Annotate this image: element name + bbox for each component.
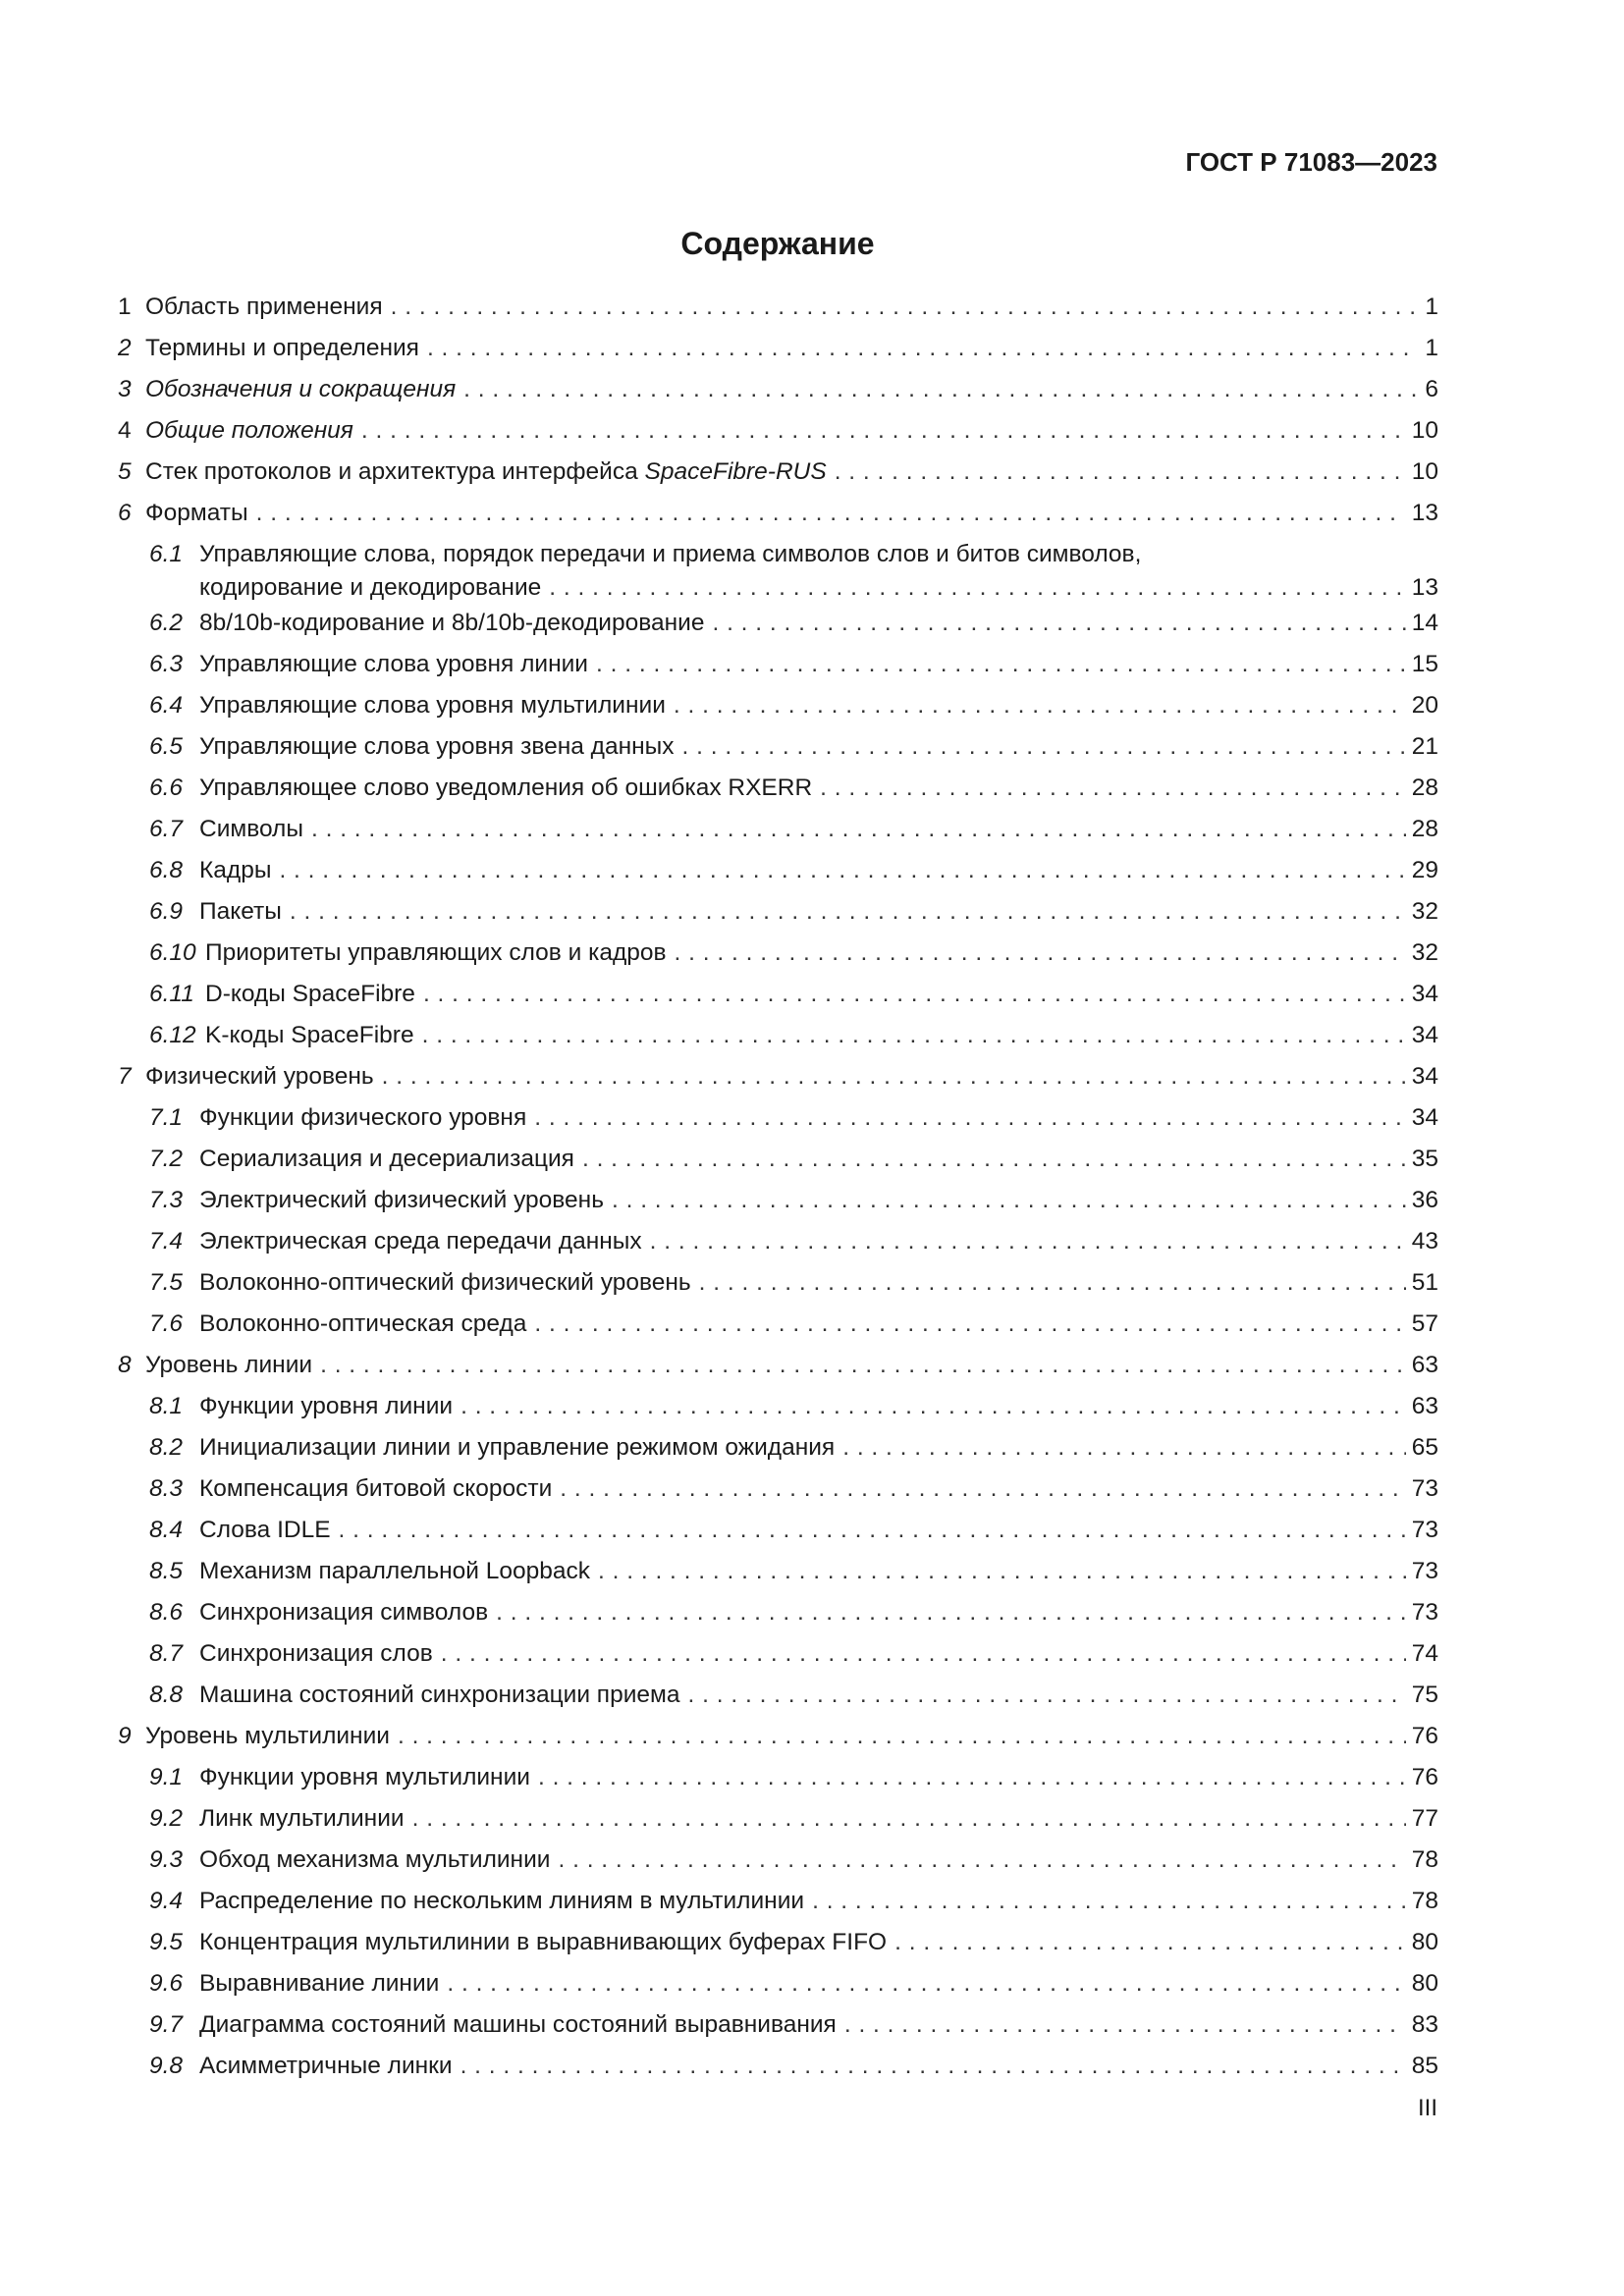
toc-entry-page: 29 — [1411, 857, 1438, 883]
toc-entry — [118, 1633, 1438, 1675]
toc-leader-dots — [423, 974, 1406, 1015]
toc-leader-dots — [534, 1304, 1405, 1345]
toc-entry — [118, 933, 1438, 974]
toc-entry-page: 10 — [1411, 417, 1438, 444]
toc-entry-label: Электрическая среда передачи данных — [199, 1228, 642, 1255]
toc-leader-dots — [441, 1633, 1406, 1675]
toc-entry — [118, 493, 1438, 534]
toc-entry-page: 73 — [1411, 1599, 1438, 1626]
toc-entry — [118, 1551, 1438, 1592]
toc-leader-dots — [496, 1592, 1406, 1633]
toc-entry-number: 6 — [118, 500, 132, 526]
toc-entry-number: 6.8 — [149, 857, 184, 883]
toc-entry-page: 75 — [1411, 1682, 1438, 1708]
toc-entry-page: 74 — [1411, 1640, 1438, 1667]
toc-entry-label: Асимметричные линки — [199, 2053, 453, 2079]
toc-entry-number: 2 — [118, 335, 132, 361]
toc-leader-dots — [820, 768, 1406, 809]
toc-leader-dots — [650, 1221, 1406, 1262]
toc-entry-label: Приоритеты управляющих слов и кадров — [205, 939, 667, 966]
toc-entry-number: 6.1 — [149, 541, 184, 567]
toc-entry-number: 7.2 — [149, 1146, 184, 1172]
toc-leader-dots — [598, 1551, 1406, 1592]
toc-entry-number: 6.7 — [149, 816, 184, 842]
toc-entry-number: 8.2 — [149, 1434, 184, 1461]
toc-leader-dots — [558, 1840, 1405, 1881]
toc-entry — [118, 1386, 1438, 1427]
toc-entry-label: Волоконно-оптический физический уровень — [199, 1269, 691, 1296]
toc-entry-label: D-коды SpaceFibre — [205, 981, 415, 1007]
page-number: III — [1417, 2095, 1437, 2121]
toc-entry-page: 83 — [1411, 2011, 1438, 2038]
toc-leader-dots — [422, 1015, 1406, 1056]
toc-entry-label: Механизм параллельной Loopback — [199, 1558, 590, 1584]
toc-entry-label: Диаграмма состояний машины состояний выравнивания — [199, 2011, 837, 2038]
toc-entry-page: 80 — [1411, 1970, 1438, 1997]
toc-entry-number: 9.3 — [149, 1846, 184, 1873]
toc-entry-label: Линк мультилинии — [199, 1805, 405, 1832]
toc-leader-dots — [596, 644, 1406, 685]
document-code: ГОСТ Р 71083—2023 — [1185, 147, 1437, 177]
toc-entry-page: 51 — [1411, 1269, 1438, 1296]
toc-leader-dots — [612, 1180, 1406, 1221]
toc-entry-label: Физический уровень — [145, 1063, 374, 1090]
toc-entry — [118, 891, 1438, 933]
toc-entry-page: 28 — [1411, 816, 1438, 842]
toc-entry-page: 13 — [1411, 574, 1438, 601]
toc-leader-dots — [560, 1468, 1405, 1510]
toc-leader-dots — [675, 933, 1406, 974]
toc-entry-label: Компенсация битовой скорости — [199, 1475, 553, 1502]
toc-entry-number: 7.3 — [149, 1187, 184, 1213]
toc-entry-label: Синхронизация слов — [199, 1640, 433, 1667]
toc-entry-page: 43 — [1411, 1228, 1438, 1255]
toc-entry-page: 57 — [1411, 1310, 1438, 1337]
toc-leader-dots — [460, 2046, 1406, 2087]
toc-entry-number: 7.5 — [149, 1269, 184, 1296]
toc-entry-number: 7.6 — [149, 1310, 184, 1337]
toc-entry-label: Электрический физический уровень — [199, 1187, 604, 1213]
toc-entry-page: 34 — [1411, 981, 1438, 1007]
toc-entry-number: 6.6 — [149, 774, 184, 801]
toc-entry-page: 14 — [1411, 610, 1438, 636]
toc-entry-page: 77 — [1411, 1805, 1438, 1832]
toc-leader-dots — [311, 809, 1406, 850]
toc-leader-dots — [339, 1510, 1406, 1551]
toc-entry-number: 8.3 — [149, 1475, 184, 1502]
toc-entry-page: 6 — [1425, 376, 1438, 402]
toc-entry-number: 1 — [118, 294, 132, 320]
toc-entry — [118, 1427, 1438, 1468]
toc-entry-number: 9.5 — [149, 1929, 184, 1955]
toc-entry — [118, 1139, 1438, 1180]
toc-entry-page: 63 — [1411, 1393, 1438, 1419]
toc-entry-label: Сериализация и десериализация — [199, 1146, 574, 1172]
toc-entry — [118, 1840, 1438, 1881]
toc-entry-label: Функции физического уровня — [199, 1104, 527, 1131]
toc-entry-label: Общие положения — [145, 417, 353, 444]
toc-leader-dots — [398, 1716, 1406, 1757]
toc-entry-page: 28 — [1411, 774, 1438, 801]
toc-entry — [118, 1798, 1438, 1840]
toc-entry-label: Функции уровня линии — [199, 1393, 454, 1419]
toc-entry — [118, 1097, 1438, 1139]
toc-entry — [118, 1221, 1438, 1262]
toc-entry — [118, 809, 1438, 850]
toc-entry-page: 34 — [1411, 1022, 1438, 1048]
toc-entry-number: 9.6 — [149, 1970, 184, 1997]
toc-entry-page: 1 — [1425, 335, 1438, 361]
toc-entry-number: 9.1 — [149, 1764, 184, 1790]
toc-entry-label: Термины и определения — [145, 335, 419, 361]
toc-entry-page: 73 — [1411, 1517, 1438, 1543]
toc-entry — [118, 1304, 1438, 1345]
toc-leader-dots — [391, 287, 1420, 328]
toc-leader-dots — [894, 1922, 1406, 1963]
toc-entry-label: Стек протоколов и архитектура интерфейса — [145, 458, 638, 485]
toc-entry-label: Волоконно-оптическая среда — [199, 1310, 527, 1337]
toc-entry-label: Управляющее слово уведомления об ошибках RXERR — [199, 774, 813, 801]
page-title: Содержание — [680, 226, 875, 261]
toc-entry — [118, 452, 1438, 493]
toc-entry — [118, 974, 1438, 1015]
toc-entry-label: Уровень мультилинии — [145, 1723, 390, 1749]
toc-entry-number: 9.4 — [149, 1888, 184, 1914]
toc-entry-label: Управляющие слова уровня мультилинии — [199, 692, 666, 719]
toc-entry-label: Символы — [199, 816, 303, 842]
toc-entry-number: 6.2 — [149, 610, 184, 636]
toc-entry-label: Пакеты — [199, 898, 282, 925]
toc-entry-label: K-коды SpaceFibre — [205, 1022, 414, 1048]
toc-entry-label: 8b/10b-кодирование и 8b/10b-декодирование — [199, 610, 705, 636]
toc-entry-page: 1 — [1425, 294, 1438, 320]
toc-entry — [118, 1180, 1438, 1221]
toc-leader-dots — [835, 452, 1406, 493]
toc-entry-page: 34 — [1411, 1063, 1438, 1090]
toc-entry-label: Уровень линии — [145, 1352, 313, 1378]
toc-entry — [118, 369, 1438, 410]
toc-leader-dots — [812, 1881, 1406, 1922]
toc-entry-page: 13 — [1411, 500, 1438, 526]
toc-entry-label: Слова IDLE — [199, 1517, 331, 1543]
toc-leader-dots — [463, 369, 1419, 410]
toc-entry-number: 5 — [118, 458, 132, 485]
toc-leader-dots — [688, 1675, 1406, 1716]
toc-entry-page: 73 — [1411, 1558, 1438, 1584]
toc-entry — [118, 768, 1438, 809]
toc-entry — [118, 1592, 1438, 1633]
toc-entry-page: 63 — [1411, 1352, 1438, 1378]
toc-leader-dots — [447, 1963, 1405, 2004]
toc-entry-page: 80 — [1411, 1929, 1438, 1955]
toc-entry-label-italic-part: SpaceFibre-RUS — [637, 458, 827, 485]
toc-entry-number: 6.12 — [149, 1022, 196, 1048]
toc-entry — [118, 1468, 1438, 1510]
toc-entry-page: 73 — [1411, 1475, 1438, 1502]
toc-entry — [118, 1510, 1438, 1551]
toc-leader-dots — [382, 1056, 1406, 1097]
toc-leader-dots — [699, 1262, 1406, 1304]
toc-entry — [118, 1963, 1438, 2004]
toc-entry — [118, 644, 1438, 685]
toc-entry — [118, 1757, 1438, 1798]
toc-leader-dots — [412, 1798, 1406, 1840]
toc-entry-number: 6.5 — [149, 733, 184, 760]
toc-entry-label: Инициализации линии и управление режимом ожидания — [199, 1434, 836, 1461]
toc-entry-page: 78 — [1411, 1888, 1438, 1914]
toc-entry-number: 6.11 — [149, 981, 194, 1007]
toc-entry-number: 8 — [118, 1352, 132, 1378]
toc-entry-label: Выравнивание линии — [199, 1970, 440, 1997]
toc-entry-label: Обход механизма мультилинии — [199, 1846, 551, 1873]
toc-entry-label: Машина состояний синхронизации приема — [199, 1682, 680, 1708]
toc-leader-dots — [682, 726, 1406, 768]
toc-entry — [118, 685, 1438, 726]
toc-leader-dots — [538, 1757, 1406, 1798]
toc-entry — [118, 287, 1438, 328]
toc-entry-label: Область применения — [145, 294, 383, 320]
toc-entry-page: 35 — [1411, 1146, 1438, 1172]
toc-entry-page: 34 — [1411, 1104, 1438, 1131]
toc-entry — [118, 1262, 1438, 1304]
toc-entry-page: 20 — [1411, 692, 1438, 719]
toc-entry — [118, 2046, 1438, 2087]
toc-leader-dots — [460, 1386, 1406, 1427]
toc-entry — [118, 1015, 1438, 1056]
toc-entry-label-continuation: кодирование и декодирование — [199, 574, 542, 601]
toc-entry-page: 36 — [1411, 1187, 1438, 1213]
toc-entry-number: 8.7 — [149, 1640, 184, 1667]
toc-entry-number: 8.6 — [149, 1599, 184, 1626]
toc-entry-label: Распределение по нескольким линиям в мультилинии — [199, 1888, 805, 1914]
toc-entry — [118, 1922, 1438, 1963]
toc-entry — [118, 328, 1438, 369]
toc-entry-label: Управляющие слова уровня звена данных — [199, 733, 675, 760]
toc-entry-number: 7.4 — [149, 1228, 184, 1255]
toc-entry-number: 8.1 — [149, 1393, 184, 1419]
toc-leader-dots — [361, 410, 1406, 452]
toc-entry-number: 8.8 — [149, 1682, 184, 1708]
toc-entry-page: 76 — [1411, 1764, 1438, 1790]
toc-entry-page: 76 — [1411, 1723, 1438, 1749]
toc-entry-page: 65 — [1411, 1434, 1438, 1461]
toc-entry — [118, 1881, 1438, 1922]
table-of-contents — [118, 287, 1438, 2087]
toc-leader-dots — [534, 1097, 1406, 1139]
toc-entry — [118, 726, 1438, 768]
toc-entry-label: Функции уровня мультилинии — [199, 1764, 530, 1790]
toc-entry — [118, 2004, 1438, 2046]
toc-entry-page: 32 — [1411, 898, 1438, 925]
toc-leader-dots — [842, 1427, 1406, 1468]
toc-entry-label: Кадры — [199, 857, 272, 883]
toc-entry — [118, 850, 1438, 891]
toc-leader-dots — [427, 328, 1419, 369]
toc-entry-number: 9.8 — [149, 2053, 184, 2079]
toc-entry-number: 9 — [118, 1723, 132, 1749]
toc-entry-page: 32 — [1411, 939, 1438, 966]
toc-entry-number: 6.4 — [149, 692, 184, 719]
toc-entry-label: Обозначения и сокращения — [145, 376, 457, 402]
toc-entry-label: Синхронизация символов — [199, 1599, 489, 1626]
toc-entry — [118, 603, 1438, 644]
toc-entry-label: Концентрация мультилинии в выравнивающих буферах FIFO — [199, 1929, 888, 1955]
toc-entry-number: 9.7 — [149, 2011, 184, 2038]
toc-entry-label: Форматы — [145, 500, 248, 526]
toc-entry-page: 10 — [1411, 458, 1438, 485]
toc-entry — [118, 1056, 1438, 1097]
toc-entry — [118, 410, 1438, 452]
toc-entry-number: 8.5 — [149, 1558, 184, 1584]
toc-leader-dots — [844, 2004, 1406, 2046]
toc-entry — [118, 1675, 1438, 1716]
toc-entry-number: 7 — [118, 1063, 132, 1090]
toc-entry-number: 9.2 — [149, 1805, 184, 1832]
toc-entry-page: 78 — [1411, 1846, 1438, 1873]
toc-entry-number: 7.1 — [149, 1104, 184, 1131]
toc-entry-page: 85 — [1411, 2053, 1438, 2079]
toc-entry-number: 8.4 — [149, 1517, 184, 1543]
toc-entry-page: 15 — [1411, 651, 1438, 677]
toc-entry-number: 3 — [118, 376, 132, 402]
toc-entry-number: 4 — [118, 417, 132, 444]
toc-entry-page: 21 — [1411, 733, 1438, 760]
toc-leader-dots — [712, 603, 1405, 644]
toc-entry — [118, 1345, 1438, 1386]
toc-entry-label: Управляющие слова, порядок передачи и приема символов слов и битов символов, — [199, 541, 1142, 567]
toc-entry-number: 6.10 — [149, 939, 196, 966]
toc-leader-dots — [320, 1345, 1406, 1386]
toc-leader-dots — [256, 493, 1406, 534]
toc-entry-number: 6.9 — [149, 898, 184, 925]
toc-leader-dots — [279, 850, 1405, 891]
toc-leader-dots — [674, 685, 1406, 726]
toc-entry-label: Управляющие слова уровня линии — [199, 651, 588, 677]
toc-entry-number: 6.3 — [149, 651, 184, 677]
toc-entry — [118, 1716, 1438, 1757]
toc-leader-dots — [582, 1139, 1406, 1180]
toc-entry — [118, 534, 1438, 603]
toc-leader-dots — [290, 891, 1406, 933]
